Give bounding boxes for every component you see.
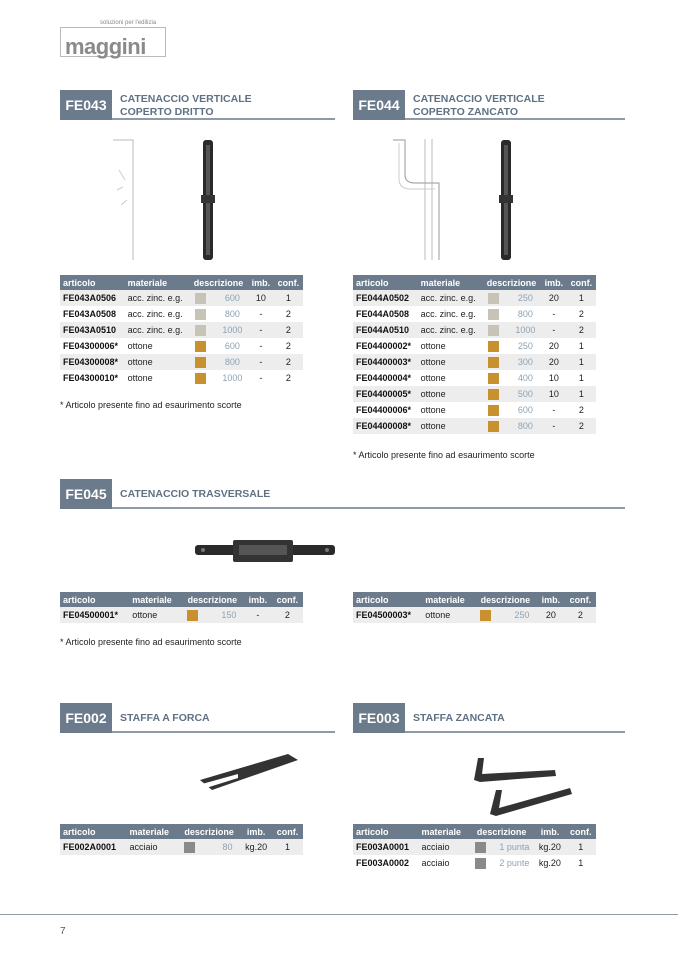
article-code: FE044A0502 (353, 290, 418, 306)
color-swatch (488, 421, 499, 432)
section-header-fe002 (60, 703, 335, 733)
description-value: 1000 (217, 322, 248, 338)
pack-size-value: 1 (567, 370, 596, 386)
material-swatch (482, 290, 510, 306)
material: ottone (129, 607, 181, 623)
color-swatch (195, 341, 206, 352)
stock-note-fe045: * Articolo presente fino ad esaurimento scorte (60, 637, 242, 647)
article-code: FE04500001* (60, 607, 129, 623)
table-row (353, 386, 596, 402)
pack-size-value: 1 (567, 386, 596, 402)
article-code: FE043A0506 (60, 290, 125, 306)
section-header-fe003 (353, 703, 625, 733)
material-swatch (189, 338, 217, 354)
packaging-value: 20 (541, 354, 567, 370)
col-materiale: materiale (418, 824, 468, 839)
article-code: FE04400006* (353, 402, 418, 418)
col-articolo: articolo (60, 592, 129, 607)
packaging-value: - (541, 418, 567, 434)
color-swatch (195, 373, 206, 384)
pack-size-value: 1 (567, 290, 596, 306)
section-title: STAFFA A FORCA (120, 712, 210, 724)
pack-size-value: 2 (274, 306, 303, 322)
material: ottone (418, 338, 483, 354)
material: ottone (418, 402, 483, 418)
color-swatch (488, 405, 499, 416)
material-swatch (482, 370, 510, 386)
section-title: STAFFA ZANCATA (413, 712, 505, 724)
material-swatch (474, 607, 507, 623)
description-value: 2 punte (494, 855, 534, 871)
article-code: FE04300010* (60, 370, 125, 386)
pack-size-value: 2 (567, 306, 596, 322)
material-swatch (482, 354, 510, 370)
article-code: FE044A0510 (353, 322, 418, 338)
pack-size-value: 1 (272, 839, 303, 855)
col-conf: conf. (565, 824, 596, 839)
material: ottone (125, 370, 190, 386)
material: acc. zinc. e.g. (418, 306, 483, 322)
col-conf: conf. (567, 275, 596, 290)
pack-size-value: 2 (567, 418, 596, 434)
material-swatch (482, 418, 510, 434)
pack-size-value: 2 (274, 338, 303, 354)
col-articolo: articolo (60, 824, 127, 839)
pack-size-value: 2 (272, 607, 303, 623)
article-code: FE003A0002 (353, 855, 418, 871)
section-title: CATENACCIO VERTICALE COPERTO DRITTO (120, 93, 252, 118)
material-swatch (189, 322, 217, 338)
table-row (60, 290, 303, 306)
section-title: CATENACCIO VERTICALE COPERTO ZANCATO (413, 93, 545, 118)
pack-size-value: 1 (567, 354, 596, 370)
material: acciaio (127, 839, 178, 855)
packaging-value: - (541, 402, 567, 418)
material: ottone (418, 386, 483, 402)
col-descrizione: descrizione (474, 592, 537, 607)
pack-size-value: 2 (274, 370, 303, 386)
description-value: 300 (510, 354, 541, 370)
packaging-value: 10 (541, 386, 567, 402)
pack-size-value: 2 (567, 322, 596, 338)
col-descrizione: descrizione (181, 592, 244, 607)
col-imb: imb. (244, 592, 272, 607)
header-rule (405, 118, 625, 120)
col-conf: conf. (272, 824, 303, 839)
color-swatch (488, 325, 499, 336)
material: ottone (418, 354, 483, 370)
description-value: 600 (217, 338, 248, 354)
packaging-value: - (248, 322, 274, 338)
material-swatch (181, 607, 214, 623)
material-swatch (482, 338, 510, 354)
article-code: FE04300006* (60, 338, 125, 354)
color-swatch (475, 842, 486, 853)
packaging-value: kg.20 (240, 839, 272, 855)
material-swatch (482, 322, 510, 338)
packaging-value: - (244, 607, 272, 623)
packaging-value: - (248, 370, 274, 386)
color-swatch (184, 842, 195, 853)
section-code: FE045 (60, 479, 112, 509)
pack-size-value: 1 (565, 855, 596, 871)
section-code: FE002 (60, 703, 112, 733)
material-swatch (178, 839, 215, 855)
material: ottone (418, 418, 483, 434)
header-rule (112, 507, 625, 509)
table-row (353, 402, 596, 418)
table-row (353, 306, 596, 322)
stock-note-fe044: * Articolo presente fino ad esaurimento scorte (353, 450, 535, 460)
table-row (353, 418, 596, 434)
material-swatch (189, 306, 217, 322)
packaging-value: 10 (541, 370, 567, 386)
material-swatch (189, 354, 217, 370)
table-row (353, 855, 596, 871)
color-swatch (488, 293, 499, 304)
color-swatch (480, 610, 491, 621)
col-materiale: materiale (418, 275, 483, 290)
table-header-row (353, 592, 596, 607)
packaging-value: - (248, 338, 274, 354)
col-imb: imb. (541, 275, 567, 290)
material: acc. zinc. e.g. (125, 322, 190, 338)
product-image-fe044 (385, 135, 535, 265)
color-swatch (488, 309, 499, 320)
section-header-fe045 (60, 479, 625, 509)
material: acc. zinc. e.g. (418, 290, 483, 306)
section-code: FE043 (60, 90, 112, 120)
spec-table-fe043 (60, 275, 303, 386)
spec-table-fe045-right (353, 592, 596, 623)
packaging-value: kg.20 (534, 855, 565, 871)
description-value: 1000 (510, 322, 541, 338)
col-articolo: articolo (60, 275, 125, 290)
color-swatch (488, 373, 499, 384)
logo-tagline: soluzioni per l'edilizia (100, 20, 157, 26)
color-swatch (195, 325, 206, 336)
color-swatch (488, 341, 499, 352)
page-number: 7 (60, 926, 66, 937)
table-row (60, 338, 303, 354)
pack-size-value: 1 (274, 290, 303, 306)
logo-frame (60, 27, 166, 57)
header-rule (112, 118, 335, 120)
color-swatch (475, 858, 486, 869)
description-value: 1000 (217, 370, 248, 386)
material: acciaio (418, 839, 468, 855)
table-row (60, 354, 303, 370)
col-conf: conf. (272, 592, 303, 607)
table-header-row (60, 592, 303, 607)
color-swatch (488, 389, 499, 400)
packaging-value: 20 (541, 338, 567, 354)
brand-logo (60, 20, 168, 60)
col-descrizione: descrizione (189, 275, 248, 290)
material-swatch (189, 370, 217, 386)
spec-table-fe045-left (60, 592, 303, 623)
table-row (353, 607, 596, 623)
packaging-value: 20 (541, 290, 567, 306)
material: ottone (422, 607, 474, 623)
table-row (353, 290, 596, 306)
article-code: FE04400003* (353, 354, 418, 370)
description-value: 80 (215, 839, 241, 855)
logo-wordmark: maggini (65, 34, 146, 59)
description-value: 1 punta (494, 839, 534, 855)
table-row (353, 354, 596, 370)
color-swatch (195, 293, 206, 304)
product-image-fe045 (193, 535, 338, 570)
article-code: FE043A0508 (60, 306, 125, 322)
article-code: FE04400002* (353, 338, 418, 354)
description-value: 600 (510, 402, 541, 418)
material-swatch (469, 855, 495, 871)
material-swatch (482, 402, 510, 418)
header-rule (405, 731, 625, 733)
col-imb: imb. (537, 592, 565, 607)
description-value: 800 (217, 306, 248, 322)
table-row (353, 338, 596, 354)
article-code: FE04400004* (353, 370, 418, 386)
material: ottone (125, 338, 190, 354)
description-value: 800 (510, 306, 541, 322)
col-articolo: articolo (353, 275, 418, 290)
packaging-value: - (541, 322, 567, 338)
table-row (353, 322, 596, 338)
section-header-fe043 (60, 90, 335, 120)
article-code: FE044A0508 (353, 306, 418, 322)
col-conf: conf. (565, 592, 596, 607)
col-descrizione: descrizione (482, 275, 541, 290)
table-row (60, 607, 303, 623)
table-row (60, 839, 303, 855)
color-swatch (488, 357, 499, 368)
material: acc. zinc. e.g. (125, 290, 190, 306)
material: acc. zinc. e.g. (418, 322, 483, 338)
description-value: 150 (214, 607, 244, 623)
spec-table-fe044 (353, 275, 596, 434)
article-code: FE04400005* (353, 386, 418, 402)
description-value: 600 (217, 290, 248, 306)
col-articolo: articolo (353, 592, 422, 607)
footer-rule (0, 914, 678, 915)
description-value: 250 (510, 338, 541, 354)
material: acc. zinc. e.g. (125, 306, 190, 322)
article-code: FE04300008* (60, 354, 125, 370)
material: acciaio (418, 855, 468, 871)
pack-size-value: 2 (567, 402, 596, 418)
description-value: 400 (510, 370, 541, 386)
col-imb: imb. (248, 275, 274, 290)
article-code: FE003A0001 (353, 839, 418, 855)
section-title: CATENACCIO TRASVERSALE (120, 488, 271, 500)
pack-size-value: 1 (565, 839, 596, 855)
stock-note-fe043: * Articolo presente fino ad esaurimento scorte (60, 400, 242, 410)
section-code: FE044 (353, 90, 405, 120)
col-imb: imb. (240, 824, 272, 839)
spec-table-fe002 (60, 824, 303, 855)
article-code: FE043A0510 (60, 322, 125, 338)
pack-size-value: 2 (274, 354, 303, 370)
table-row (60, 306, 303, 322)
table-header-row (353, 824, 596, 839)
section-code: FE003 (353, 703, 405, 733)
description-value: 800 (510, 418, 541, 434)
table-header-row (353, 275, 596, 290)
table-row (353, 370, 596, 386)
pack-size-value: 2 (274, 322, 303, 338)
table-row (60, 322, 303, 338)
packaging-value: - (541, 306, 567, 322)
material: ottone (418, 370, 483, 386)
col-descrizione: descrizione (469, 824, 534, 839)
article-code: FE04500003* (353, 607, 422, 623)
col-articolo: articolo (353, 824, 418, 839)
product-image-fe003 (470, 750, 580, 825)
material-swatch (482, 386, 510, 402)
description-value: 250 (510, 290, 541, 306)
packaging-value: kg.20 (534, 839, 565, 855)
material-swatch (482, 306, 510, 322)
color-swatch (195, 309, 206, 320)
table-header-row (60, 824, 303, 839)
col-descrizione: descrizione (178, 824, 241, 839)
material-swatch (189, 290, 217, 306)
material: ottone (125, 354, 190, 370)
col-materiale: materiale (129, 592, 181, 607)
table-row (353, 839, 596, 855)
col-conf: conf. (274, 275, 303, 290)
col-materiale: materiale (127, 824, 178, 839)
packaging-value: 20 (537, 607, 565, 623)
color-swatch (195, 357, 206, 368)
product-image-fe043 (105, 135, 235, 265)
packaging-value: - (248, 354, 274, 370)
packaging-value: 10 (248, 290, 274, 306)
table-header-row (60, 275, 303, 290)
description-value: 800 (217, 354, 248, 370)
pack-size-value: 1 (567, 338, 596, 354)
description-value: 500 (510, 386, 541, 402)
col-materiale: materiale (422, 592, 474, 607)
description-value: 250 (507, 607, 537, 623)
pack-size-value: 2 (565, 607, 596, 623)
section-header-fe044 (353, 90, 625, 120)
article-code: FE002A0001 (60, 839, 127, 855)
header-rule (112, 731, 335, 733)
material-swatch (469, 839, 495, 855)
product-image-fe002 (198, 750, 303, 795)
table-row (60, 370, 303, 386)
spec-table-fe003 (353, 824, 596, 871)
color-swatch (187, 610, 198, 621)
article-code: FE04400008* (353, 418, 418, 434)
col-materiale: materiale (125, 275, 190, 290)
packaging-value: - (248, 306, 274, 322)
col-imb: imb. (534, 824, 565, 839)
